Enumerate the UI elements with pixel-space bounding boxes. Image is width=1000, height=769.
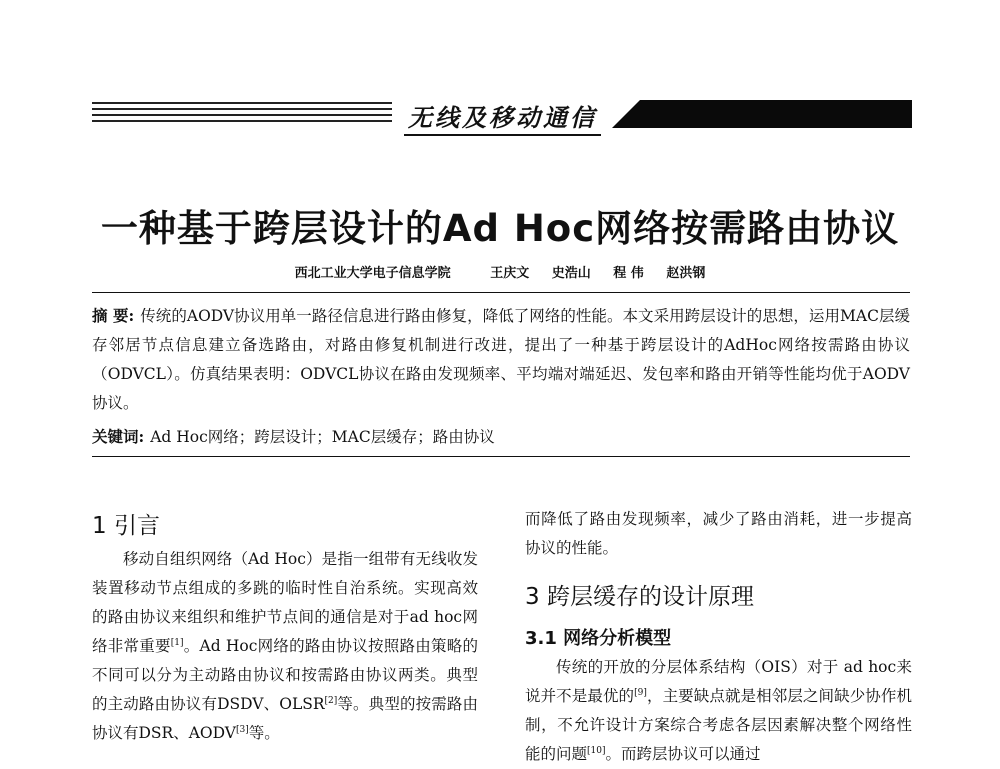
citation: [2] [324,695,338,706]
abstract-top-rule [92,292,910,293]
affiliation-org: 西北工业大学电子信息学院 [294,266,451,281]
abstract-text: 传统的AODV协议用单一路径信息进行路由修复，降低了网络的性能。本文采用跨层设计的思想，运用MAC层缓存邻居节点信息建立备选路由，对路由修复机制进行改进，提出了一种基于跨层设计的AdHoc网络按需路由协议（ODVCL）。仿真结果表明：ODVCL协议在路由发现频率、平均端对端延迟、发包率和路由开销等性能均优于AODV协议。 [92,307,910,412]
paragraph-text: ，主要缺点就是相邻层之间缺少协作机制，不允许设计方案综合考虑各层因素解决整个网络性能的问题 [525,687,912,763]
paragraph-text: 。Ad Hoc网络的路由协议按照路由策略的不同可以分为主动路由协议和按需路由协议两类。典型的主动路由协议有DSDV、OLSR [92,637,478,713]
author-name: 王庆文 [490,266,530,281]
paragraph-text: 移动自组织网络（Ad Hoc）是指一组带有无线收发装置移动节点组成的多跳的临时性自治系统。实现高效的路由协议来组织和维护节点间的通信是对于ad hoc网络非常重要 [92,550,478,655]
citation: [1] [170,637,184,648]
right-column-continuation: 而降低了路由发现频率，减少了路由消耗，进一步提高协议的性能。 [525,510,912,557]
abstract-bottom-rule [92,456,910,457]
header-rule-lines [92,102,392,128]
paper-title: 一种基于跨层设计的Ad Hoc网络按需路由协议 [100,207,900,250]
section-heading-introduction: 1 引言 [92,513,160,539]
header-black-bar [612,100,912,128]
subsection-heading-network-model: 3.1 网络分析模型 [525,628,672,649]
journal-section-title: 无线及移动通信 [404,98,601,136]
keywords-label: 关键词: [92,427,145,446]
abstract-label: 摘 要: [92,306,135,325]
network-model-paragraph [525,653,912,769]
citation: [10] [587,745,606,756]
citation: [3] [235,724,249,735]
paragraph-text: 等。 [248,724,280,742]
keywords-text: Ad Hoc网络；跨层设计；MAC层缓存；路由协议 [150,428,495,446]
author-name: 史浩山 [551,266,591,281]
author-name: 程 伟 [613,266,644,281]
paragraph-text: 传统的开放的分层体系结构（OIS）对于 ad hoc来说并不是最优的 [525,658,912,705]
left-column [92,545,478,748]
author-name: 赵洪钢 [666,266,706,281]
keywords [92,424,910,450]
paragraph-text: 等。典型的按需路由协议有DSR、AODV [92,695,478,742]
author-affiliation [0,262,1000,281]
abstract [92,301,910,418]
section-heading-cross-layer: 3 跨层缓存的设计原理 [525,584,754,610]
paragraph-text: 。而跨层协议可以通过 [605,745,761,763]
intro-paragraph [92,545,478,748]
citation: [9] [634,687,647,698]
